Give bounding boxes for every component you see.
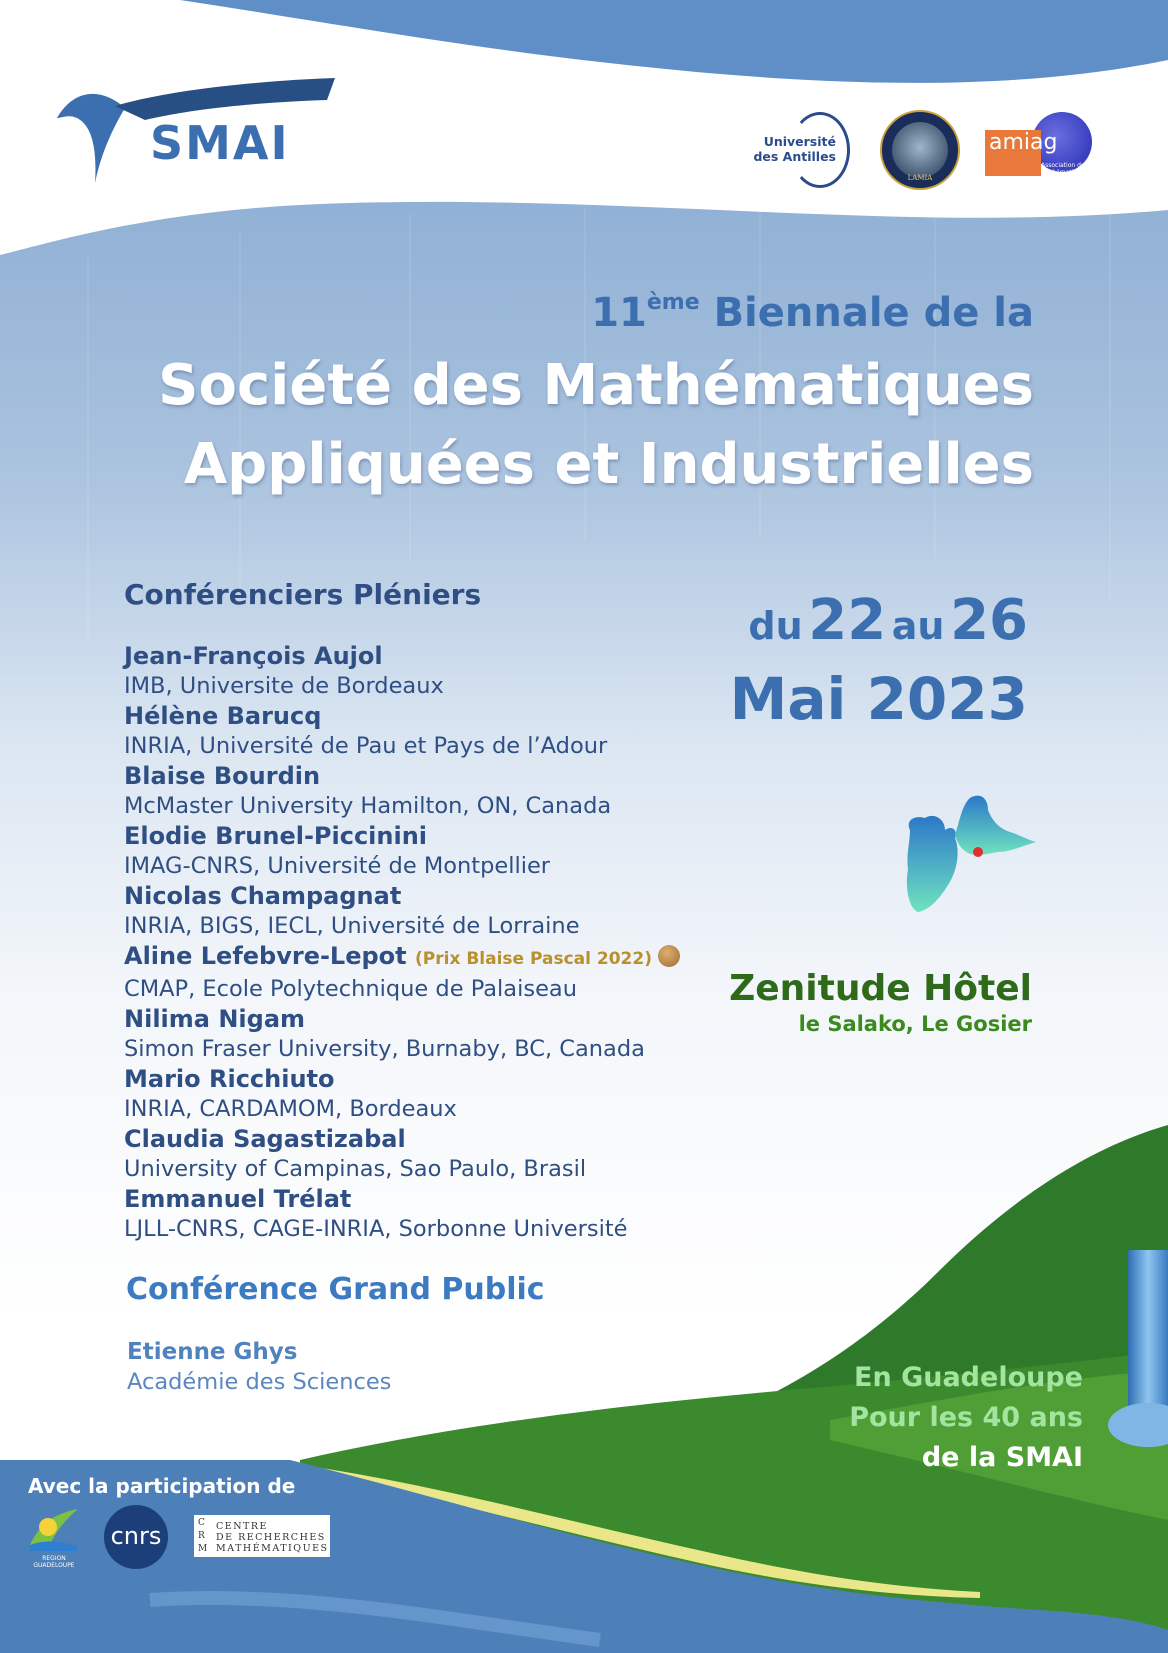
speaker-name: Claudia Sagastizabal xyxy=(124,1125,406,1153)
crm-line: MATHÉMATIQUES xyxy=(216,1543,329,1554)
date-start-day: 22 xyxy=(808,588,887,653)
crm-line: CENTRE xyxy=(216,1521,268,1532)
region-logo-text: REGION GUADELOUPE xyxy=(33,1555,75,1569)
speaker-entry xyxy=(124,641,684,701)
title-line-1-rest: Biennale de la xyxy=(699,290,1034,336)
speaker-name: Emmanuel Trélat xyxy=(124,1185,352,1213)
date-end-day: 26 xyxy=(950,588,1028,653)
speaker-entry xyxy=(124,1064,684,1124)
public-talk-heading: Conférence Grand Public xyxy=(126,1272,545,1307)
smai-wordmark: SMAI xyxy=(150,116,290,170)
date-du: du xyxy=(748,604,803,648)
crm-logo xyxy=(194,1515,330,1557)
venue-location: le Salako, Le Gosier xyxy=(798,1012,1032,1036)
speaker-name: Aline Lefebvre-Lepot xyxy=(124,942,407,970)
crm-line: DE RECHERCHES xyxy=(216,1532,326,1543)
speaker-affiliation: McMaster University Hamilton, ON, Canada xyxy=(124,793,612,819)
title-line-1 xyxy=(591,290,1034,336)
guadeloupe-map-icon xyxy=(900,790,1040,920)
amiag-subtitle: Association des Mathématiciens et Informaticiens des Antilles et de la Guyane xyxy=(1041,162,1093,197)
speaker-list xyxy=(124,641,684,1244)
tagline-line-3: de la SMAI xyxy=(921,1442,1083,1473)
speaker-name: Elodie Brunel-Piccinini xyxy=(124,822,428,850)
lamia-seal-text: LAMIA xyxy=(907,174,933,182)
speaker-affiliation: University of Campinas, Sao Paulo, Brasil xyxy=(124,1156,587,1182)
speaker-entry xyxy=(124,941,684,1004)
crm-letters xyxy=(198,1517,208,1556)
tagline-line-2: Pour les 40 ans xyxy=(849,1402,1083,1433)
amiag-logo xyxy=(985,112,1095,197)
universite-des-antilles-logo xyxy=(753,112,850,190)
speaker-name: Blaise Bourdin xyxy=(124,762,321,790)
amiag-wordmark: amiag xyxy=(989,130,1058,155)
speaker-name: Jean-François Aujol xyxy=(124,642,383,670)
ordinal-suffix: ème xyxy=(646,290,700,315)
cnrs-wordmark: cnrs xyxy=(110,1522,162,1550)
speaker-affiliation: IMB, Universite de Bordeaux xyxy=(124,673,444,699)
speaker-name: Mario Ricchiuto xyxy=(124,1065,335,1093)
ordinal-number: 11 xyxy=(591,290,647,336)
speaker-name: Hélène Barucq xyxy=(124,702,322,730)
title-line-3: Appliquées et Industrielles xyxy=(183,432,1034,497)
speaker-affiliation: Simon Fraser University, Burnaby, BC, Canada xyxy=(124,1036,645,1062)
speaker-affiliation: INRIA, BIGS, IECL, Université de Lorraine xyxy=(124,913,580,939)
speaker-name: Nicolas Champagnat xyxy=(124,882,402,910)
streaks xyxy=(88,208,1110,640)
crm-letter: R xyxy=(198,1531,205,1541)
lamia-seal-logo xyxy=(880,110,960,190)
speaker-entry xyxy=(124,881,684,941)
title-line-2: Société des Mathématiques xyxy=(158,353,1034,418)
speaker-affiliation: CMAP, Ecole Polytechnique de Palaiseau xyxy=(124,976,577,1002)
tree-icon xyxy=(892,122,948,178)
date-range xyxy=(748,588,1028,653)
speaker-entry xyxy=(124,761,684,821)
public-talk-speaker: Etienne Ghys xyxy=(127,1339,298,1365)
venue-hotel: Zenitude Hôtel xyxy=(729,968,1032,1009)
speaker-entry xyxy=(124,1184,684,1244)
speaker-name: Nilima Nigam xyxy=(124,1005,306,1033)
waterfall xyxy=(1128,1250,1168,1420)
public-talk-affiliation: Académie des Sciences xyxy=(127,1369,392,1395)
speaker-entry xyxy=(124,1004,684,1064)
prize-label: (Prix Blaise Pascal 2022) xyxy=(415,949,652,969)
medal-icon xyxy=(658,945,680,967)
partners-label: Avec la participation de xyxy=(28,1474,296,1498)
speaker-affiliation: INRIA, CARDAMOM, Bordeaux xyxy=(124,1096,457,1122)
speaker-entry xyxy=(124,1124,684,1184)
speaker-name-with-prize xyxy=(124,941,684,974)
crm-letter: M xyxy=(198,1544,208,1554)
date-month-year: Mai 2023 xyxy=(729,665,1028,733)
tagline-line-1: En Guadeloupe xyxy=(854,1362,1083,1393)
crm-text xyxy=(216,1521,329,1554)
speaker-affiliation: IMAG-CNRS, Université de Montpellier xyxy=(124,853,551,879)
cnrs-logo xyxy=(104,1505,168,1569)
crm-letter: C xyxy=(198,1518,205,1528)
speaker-entry xyxy=(124,821,684,881)
region-guadeloupe-logo xyxy=(26,1505,82,1569)
speaker-entry xyxy=(124,701,684,761)
speaker-affiliation: LJLL-CNRS, CAGE-INRIA, Sorbonne Université xyxy=(124,1216,628,1242)
univ-line2: des Antilles xyxy=(753,149,836,164)
speaker-affiliation: INRIA, Université de Pau et Pays de l’Adour xyxy=(124,733,608,759)
plenary-heading: Conférenciers Pléniers xyxy=(124,578,482,611)
smai-logo xyxy=(55,78,335,188)
univ-line1: Université xyxy=(763,134,836,149)
date-au: au xyxy=(891,604,945,648)
